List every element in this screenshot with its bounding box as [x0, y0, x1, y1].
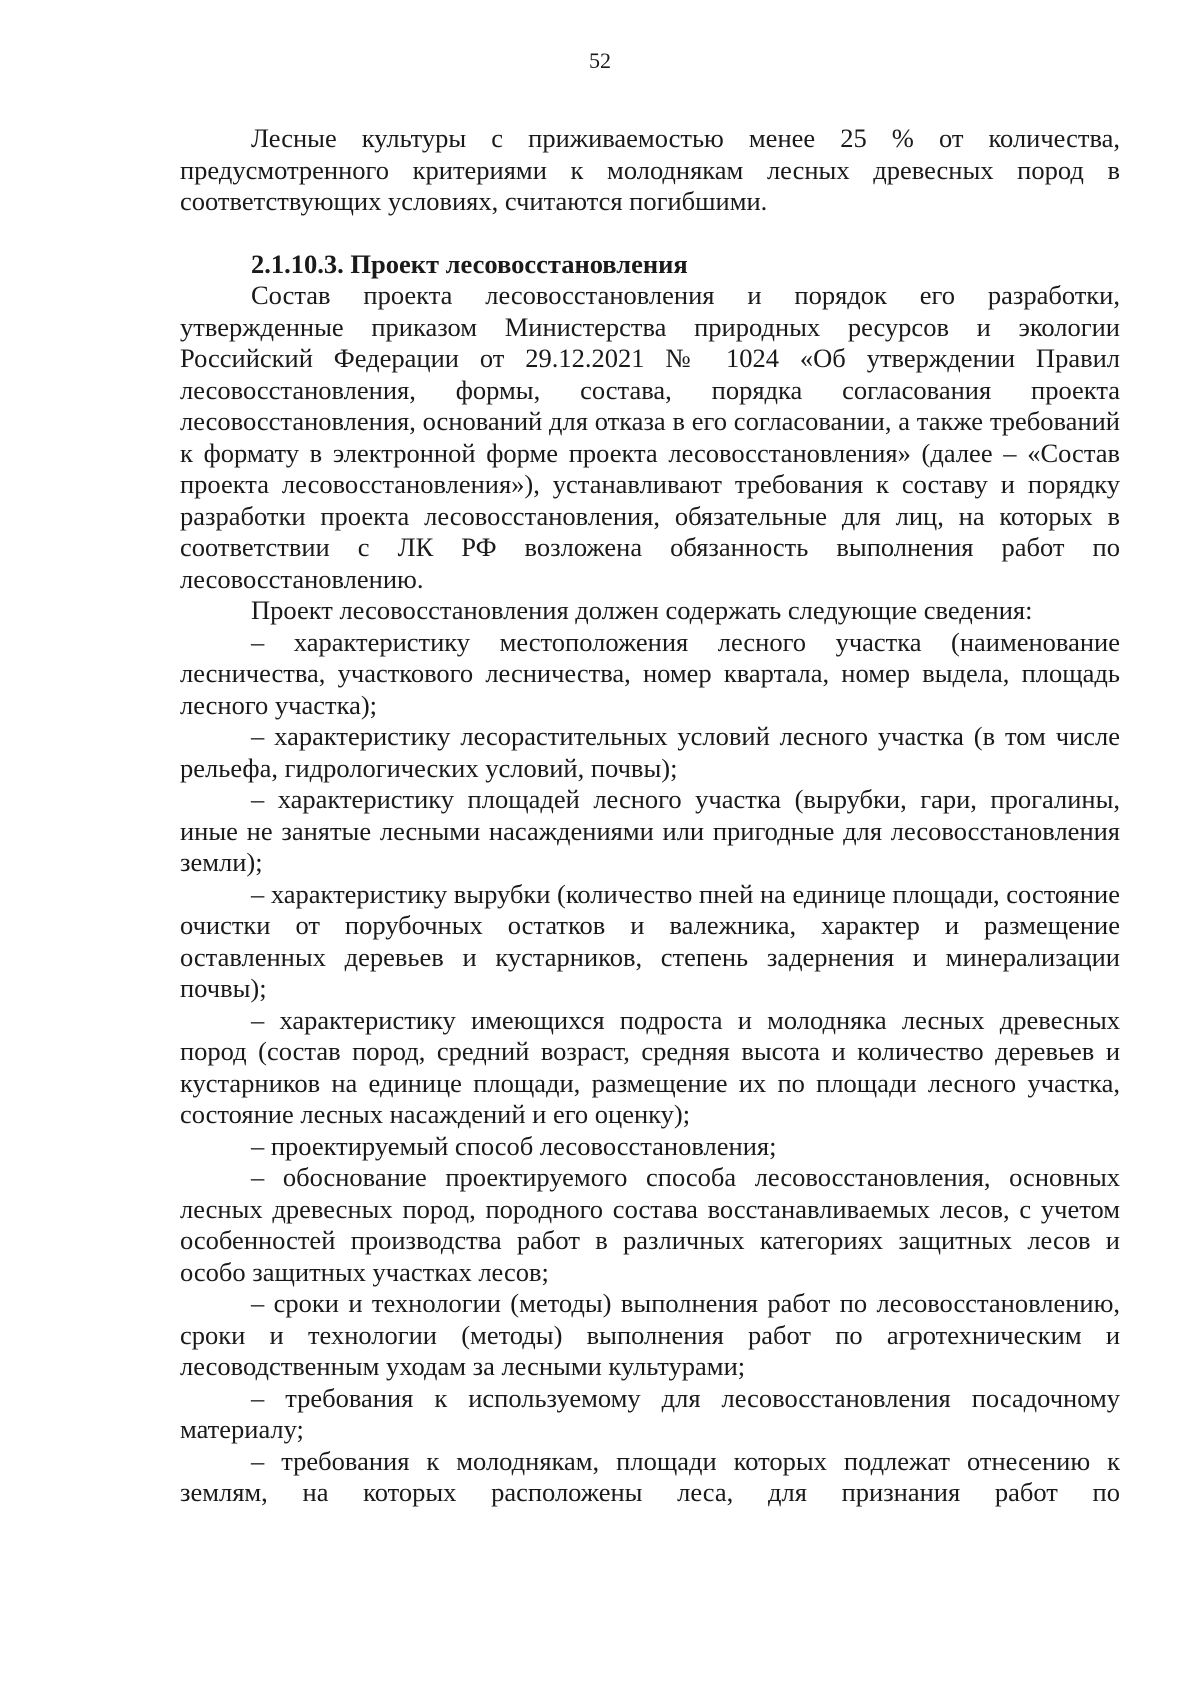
section-heading: 2.1.10.3. Проект лесовосстановления	[251, 248, 688, 279]
list-item: – проектируемый способ лесовосстановления;	[251, 1130, 777, 1161]
list-item: – требования к используемому для лесовосстановления посадочному материалу;	[180, 1382, 1120, 1444]
list-item: – характеристику вырубки (количество пней на единице площади, состояние очистки от порубочных остатков и валежника, характер и размещение оставленных деревьев и кустарников, степень задернения и минерализации почвы);	[180, 878, 1120, 1003]
list-item: – характеристику площадей лесного участка (вырубки, гари, прогалины, иные не занятые лесными насаждениями или пригодные для лесовосстановления земли);	[180, 784, 1120, 877]
paragraph-intro: Лесные культуры с приживаемостью менее 25 % от количества, предусмотренного критериями к молоднякам лесных древесных пород в соответствующих условиях, считаются погибшими.	[180, 123, 1120, 216]
list-item: – характеристику лесорастительных условий лесного участка (в том числе рельефа, гидрологических условий, почвы);	[180, 721, 1120, 783]
list-item: – характеристику местоположения лесного участка (наименование лесничества, участкового лесничества, номер квартала, номер выдела, площадь лесного участка);	[180, 626, 1120, 720]
paragraph-composition: Состав проекта лесовосстановления и порядок его разработки, утвержденные приказом Министерства природных ресурсов и экологии Российский Федерации от 29.12.2021 № 1024 «Об утверждении Правил лесовосстановления, формы, состава, порядка согласования проекта лесовосстановления, оснований для отказа в его согласовании, а также требований к формату в электронной форме проекта лесовосстановления» (далее – «Состав проекта лесовосстановления»), устанавливают требования к составу и порядку разработки проекта лесовосстановления, обязательные для лиц, на которых в соответствии с ЛК РФ возложена обязанность выполнения работ по лесовосстановлению.	[180, 280, 1120, 594]
list-item: – сроки и технологии (методы) выполнения работ по лесовосстановлению, сроки и технологии (методы) выполнения работ по агротехническим и лесоводственным уходам за лесными культурами;	[180, 1288, 1120, 1381]
list-item: – характеристику имеющихся подроста и молодняка лесных древесных пород (состав пород, средний возраст, средняя высота и количество деревьев и кустарников на единице площади, размещение их по площади лесного участка, состояние лесных насаждений и его оценку);	[180, 1004, 1120, 1129]
list-item: – требования к молоднякам, площади которых подлежат отнесению к землям, на которых расположены леса, для признания работ по	[180, 1445, 1120, 1507]
page-number: 52	[589, 48, 611, 73]
page-body	[180, 123, 1120, 1509]
list-item: – обоснование проектируемого способа лесовосстановления, основных лесных древесных пород, породного состава восстанавливаемых лесов, с учетом особенностей производства работ в различных категориях защитных лесов и особо защитных участках лесов;	[180, 1162, 1120, 1287]
paragraph-list-intro: Проект лесовосстановления должен содержать следующие сведения:	[251, 595, 1033, 625]
